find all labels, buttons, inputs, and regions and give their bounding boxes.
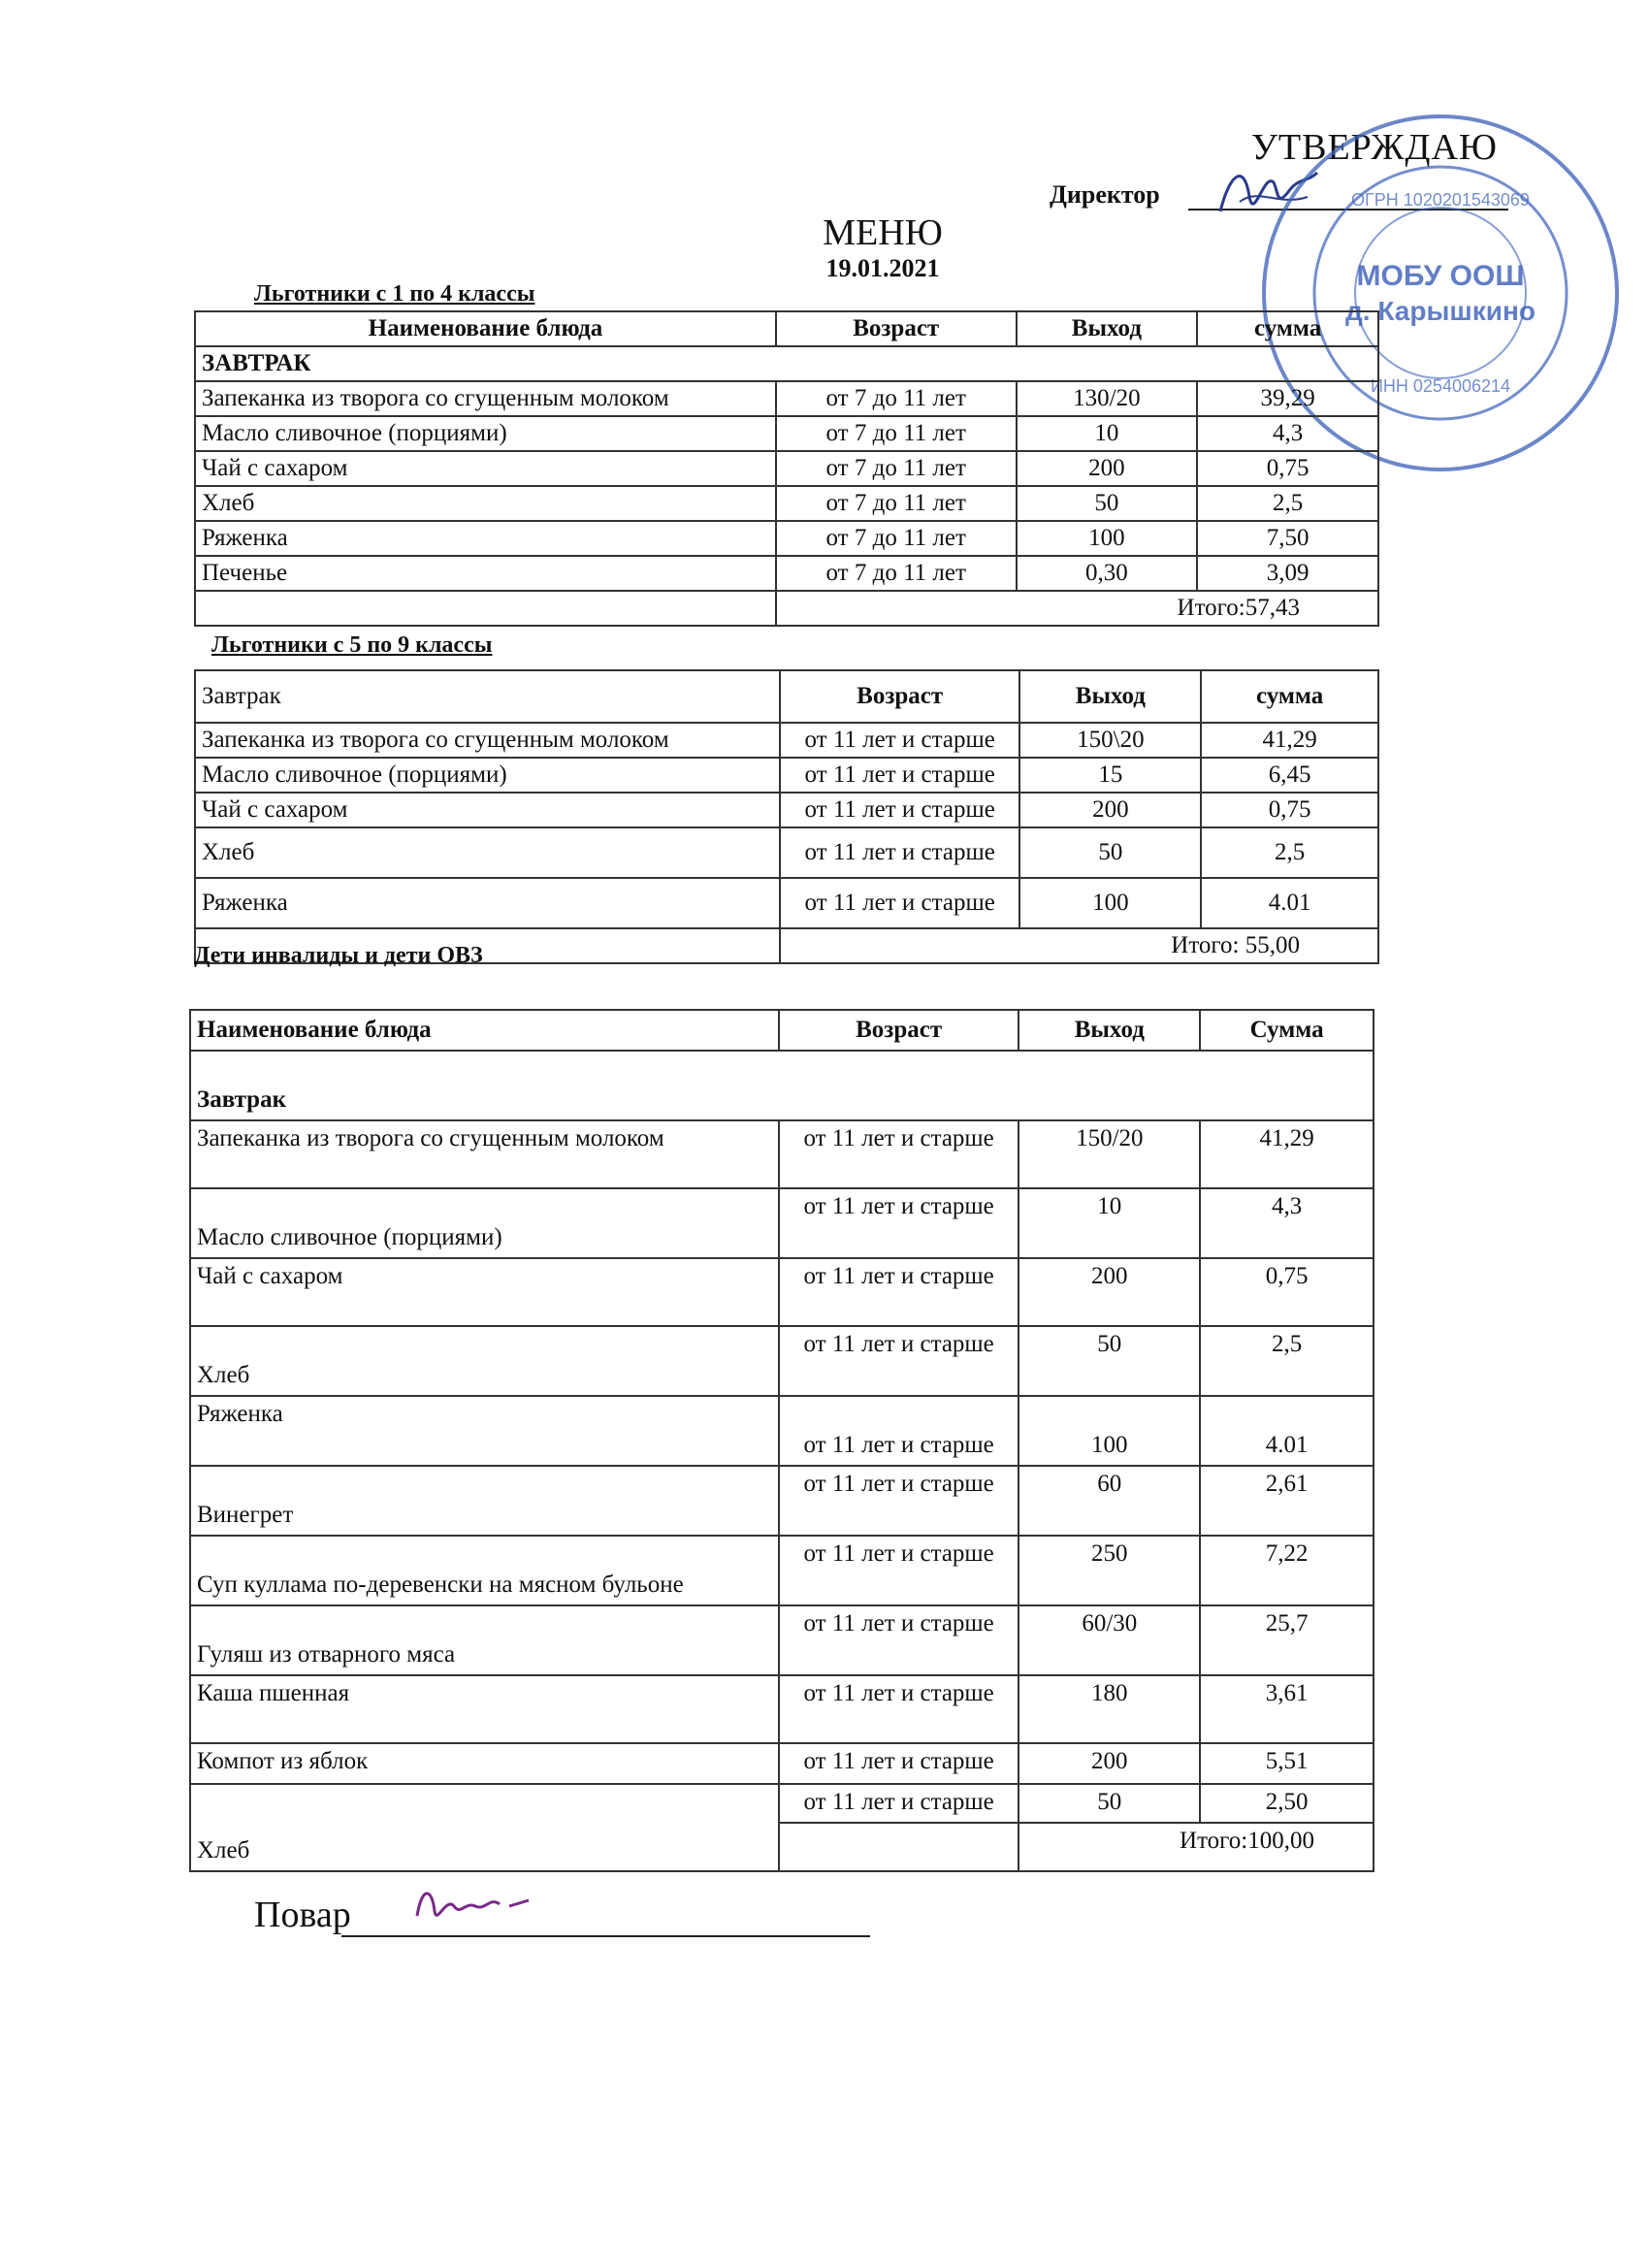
page-title: МЕНЮ xyxy=(823,212,943,253)
dish-output: 150\20 xyxy=(1019,723,1201,758)
dish-sum: 39,29 xyxy=(1197,381,1378,416)
col-output: Выход xyxy=(1018,1010,1200,1051)
dish-output: 50 xyxy=(1019,827,1201,878)
section3-title: Дети инвалиды и дети ОВЗ xyxy=(194,943,483,968)
table-row xyxy=(190,1784,1374,1823)
dish-name: Масло сливочное (порциями) xyxy=(195,416,776,451)
dish-age: от 11 лет и старше xyxy=(780,827,1020,878)
dish-output: 50 xyxy=(1018,1326,1200,1396)
dish-sum: 0,75 xyxy=(1200,1258,1374,1326)
dish-name: Суп куллама по-деревенски на мясном бульоне xyxy=(190,1536,779,1605)
table-header-row xyxy=(195,311,1378,346)
table-header-row xyxy=(195,670,1378,723)
dish-age: от 11 лет и старше xyxy=(780,878,1020,928)
dish-sum: 2,5 xyxy=(1201,827,1378,878)
dish-name: Хлеб xyxy=(190,1326,779,1396)
table-row xyxy=(195,451,1378,486)
table-row xyxy=(195,827,1378,878)
dish-sum: 7,22 xyxy=(1200,1536,1374,1605)
stamp-inn: ИНН 0254006214 xyxy=(1370,376,1511,396)
dish-output: 50 xyxy=(1017,486,1198,521)
dish-sum: 7,50 xyxy=(1197,521,1378,556)
dish-name: Хлеб xyxy=(190,1784,779,1871)
dish-output: 60/30 xyxy=(1018,1605,1200,1675)
cook-signature-line xyxy=(341,1935,870,1937)
dish-age: от 11 лет и старше xyxy=(779,1536,1019,1605)
dish-sum: 0,75 xyxy=(1201,793,1378,827)
dish-sum: 5,51 xyxy=(1200,1743,1374,1784)
dish-output: 100 xyxy=(1019,878,1201,928)
dish-sum: 4.01 xyxy=(1200,1396,1374,1466)
dish-age: от 7 до 11 лет xyxy=(776,381,1017,416)
section3-total: Итого:100,00 xyxy=(1018,1823,1374,1871)
col-output: Выход xyxy=(1019,670,1201,723)
meal-label: Завтрак xyxy=(190,1051,1374,1120)
dish-sum: 0,75 xyxy=(1197,451,1378,486)
table-row xyxy=(195,878,1378,928)
dish-output: 130/20 xyxy=(1017,381,1198,416)
dish-sum: 2,5 xyxy=(1197,486,1378,521)
table-row xyxy=(190,1326,1374,1396)
dish-sum: 4.01 xyxy=(1201,878,1378,928)
table-row xyxy=(195,556,1378,591)
dish-name: Ряженка xyxy=(195,521,776,556)
stamp-ogrn: ОГРН 1020201543069 xyxy=(1351,190,1530,210)
col-meal: Завтрак xyxy=(195,670,780,723)
col-sum: сумма xyxy=(1201,670,1378,723)
dish-output: 180 xyxy=(1018,1675,1200,1743)
section2-total: Итого: 55,00 xyxy=(780,928,1378,963)
dish-name: Масло сливочное (порциями) xyxy=(195,758,780,793)
dish-age: от 7 до 11 лет xyxy=(776,451,1017,486)
total-row xyxy=(195,591,1378,626)
dish-output: 50 xyxy=(1018,1784,1200,1823)
dish-sum: 3,61 xyxy=(1200,1675,1374,1743)
director-label: Директор xyxy=(1050,180,1160,209)
dish-output: 200 xyxy=(1017,451,1198,486)
dish-output: 200 xyxy=(1018,1258,1200,1326)
table-row xyxy=(195,381,1378,416)
dish-age: от 11 лет и старше xyxy=(779,1605,1019,1675)
dish-age: от 7 до 11 лет xyxy=(776,486,1017,521)
table-row xyxy=(190,1743,1374,1784)
col-dish: Наименование блюда xyxy=(190,1010,779,1051)
meal-label: ЗАВТРАК xyxy=(195,346,1378,381)
stamp-line2: д. Карышкино xyxy=(1345,296,1536,326)
col-age: Возраст xyxy=(776,311,1017,346)
table-row xyxy=(190,1466,1374,1536)
table-row xyxy=(190,1675,1374,1743)
dish-age: от 11 лет и старше xyxy=(779,1675,1019,1743)
dish-age: от 11 лет и старше xyxy=(779,1743,1019,1784)
dish-name: Ряженка xyxy=(190,1396,779,1466)
dish-name: Запеканка из творога со сгущенным молоком xyxy=(195,723,780,758)
dish-sum: 3,09 xyxy=(1197,556,1378,591)
table-row xyxy=(190,1396,1374,1466)
dish-sum: 41,29 xyxy=(1200,1120,1374,1188)
dish-sum: 2,61 xyxy=(1200,1466,1374,1536)
col-output: Выход xyxy=(1017,311,1198,346)
meal-row xyxy=(190,1051,1374,1120)
table-row xyxy=(190,1536,1374,1605)
dish-name: Запеканка из творога со сгущенным молоком xyxy=(195,381,776,416)
dish-name: Чай с сахаром xyxy=(190,1258,779,1326)
dish-age: от 11 лет и старше xyxy=(779,1326,1019,1396)
section2-title: Льготники с 5 по 9 классы xyxy=(211,632,493,658)
dish-name: Масло сливочное (порциями) xyxy=(190,1188,779,1258)
dish-sum: 41,29 xyxy=(1201,723,1378,758)
table-row xyxy=(195,758,1378,793)
dish-sum: 4,3 xyxy=(1197,416,1378,451)
table-row xyxy=(195,521,1378,556)
table-row xyxy=(195,723,1378,758)
table-row xyxy=(190,1258,1374,1326)
dish-age: от 11 лет и старше xyxy=(779,1784,1019,1823)
section1-table xyxy=(194,310,1379,627)
dish-output: 100 xyxy=(1018,1396,1200,1466)
col-sum: сумма xyxy=(1197,311,1378,346)
dish-name: Хлеб xyxy=(195,486,776,521)
dish-output: 250 xyxy=(1018,1536,1200,1605)
dish-output: 200 xyxy=(1019,793,1201,827)
dish-age: от 11 лет и старше xyxy=(779,1188,1019,1258)
table-header-row xyxy=(190,1010,1374,1051)
col-sum: Сумма xyxy=(1200,1010,1374,1051)
dish-name: Каша пшенная xyxy=(190,1675,779,1743)
section3-table xyxy=(189,1009,1374,1872)
table-row xyxy=(195,486,1378,521)
dish-sum: 2,5 xyxy=(1200,1326,1374,1396)
dish-age: от 7 до 11 лет xyxy=(776,521,1017,556)
dish-output: 15 xyxy=(1019,758,1201,793)
dish-age: от 7 до 11 лет xyxy=(776,556,1017,591)
menu-date: 19.01.2021 xyxy=(825,254,940,282)
dish-sum: 4,3 xyxy=(1200,1188,1374,1258)
dish-name: Печенье xyxy=(195,556,776,591)
dish-sum: 2,50 xyxy=(1200,1784,1374,1823)
dish-name: Чай с сахаром xyxy=(195,451,776,486)
dish-age: от 11 лет и старше xyxy=(779,1396,1019,1466)
dish-name: Компот из яблок xyxy=(190,1743,779,1784)
cook-signature xyxy=(407,1877,534,1935)
table-row xyxy=(190,1605,1374,1675)
col-age: Возраст xyxy=(780,670,1020,723)
section1-title: Льготники с 1 по 4 классы xyxy=(254,281,535,307)
table-row xyxy=(195,416,1378,451)
dish-age: от 7 до 11 лет xyxy=(776,416,1017,451)
dish-output: 150/20 xyxy=(1018,1120,1200,1188)
dish-sum: 6,45 xyxy=(1201,758,1378,793)
dish-output: 10 xyxy=(1018,1188,1200,1258)
dish-name: Ряженка xyxy=(195,878,780,928)
cook-label: Повар xyxy=(254,1895,351,1935)
dish-output: 100 xyxy=(1017,521,1198,556)
dish-age: от 11 лет и старше xyxy=(779,1466,1019,1536)
meal-row xyxy=(195,346,1378,381)
dish-sum: 25,7 xyxy=(1200,1605,1374,1675)
table-row xyxy=(190,1120,1374,1188)
dish-name: Запеканка из творога со сгущенным молоком xyxy=(190,1120,779,1188)
dish-age: от 11 лет и старше xyxy=(780,758,1020,793)
stamp-line1: МОБУ ООШ xyxy=(1356,260,1525,292)
dish-output: 200 xyxy=(1018,1743,1200,1784)
table-row xyxy=(195,793,1378,827)
dish-output: 60 xyxy=(1018,1466,1200,1536)
section1-total: Итого:57,43 xyxy=(776,591,1378,626)
table-row xyxy=(190,1188,1374,1258)
col-dish: Наименование блюда xyxy=(195,311,776,346)
dish-age: от 11 лет и старше xyxy=(779,1258,1019,1326)
dish-age: от 11 лет и старше xyxy=(779,1120,1019,1188)
col-age: Возраст xyxy=(779,1010,1019,1051)
approval-title: УТВЕРЖДАЮ xyxy=(1251,127,1498,168)
dish-output: 10 xyxy=(1017,416,1198,451)
dish-name: Чай с сахаром xyxy=(195,793,780,827)
dish-name: Винегрет xyxy=(190,1466,779,1536)
dish-age: от 11 лет и старше xyxy=(780,793,1020,827)
section2-table xyxy=(194,669,1379,964)
dish-age: от 11 лет и старше xyxy=(780,723,1020,758)
dish-output: 0,30 xyxy=(1017,556,1198,591)
dish-name: Хлеб xyxy=(195,827,780,878)
dish-name: Гуляш из отварного мяса xyxy=(190,1605,779,1675)
